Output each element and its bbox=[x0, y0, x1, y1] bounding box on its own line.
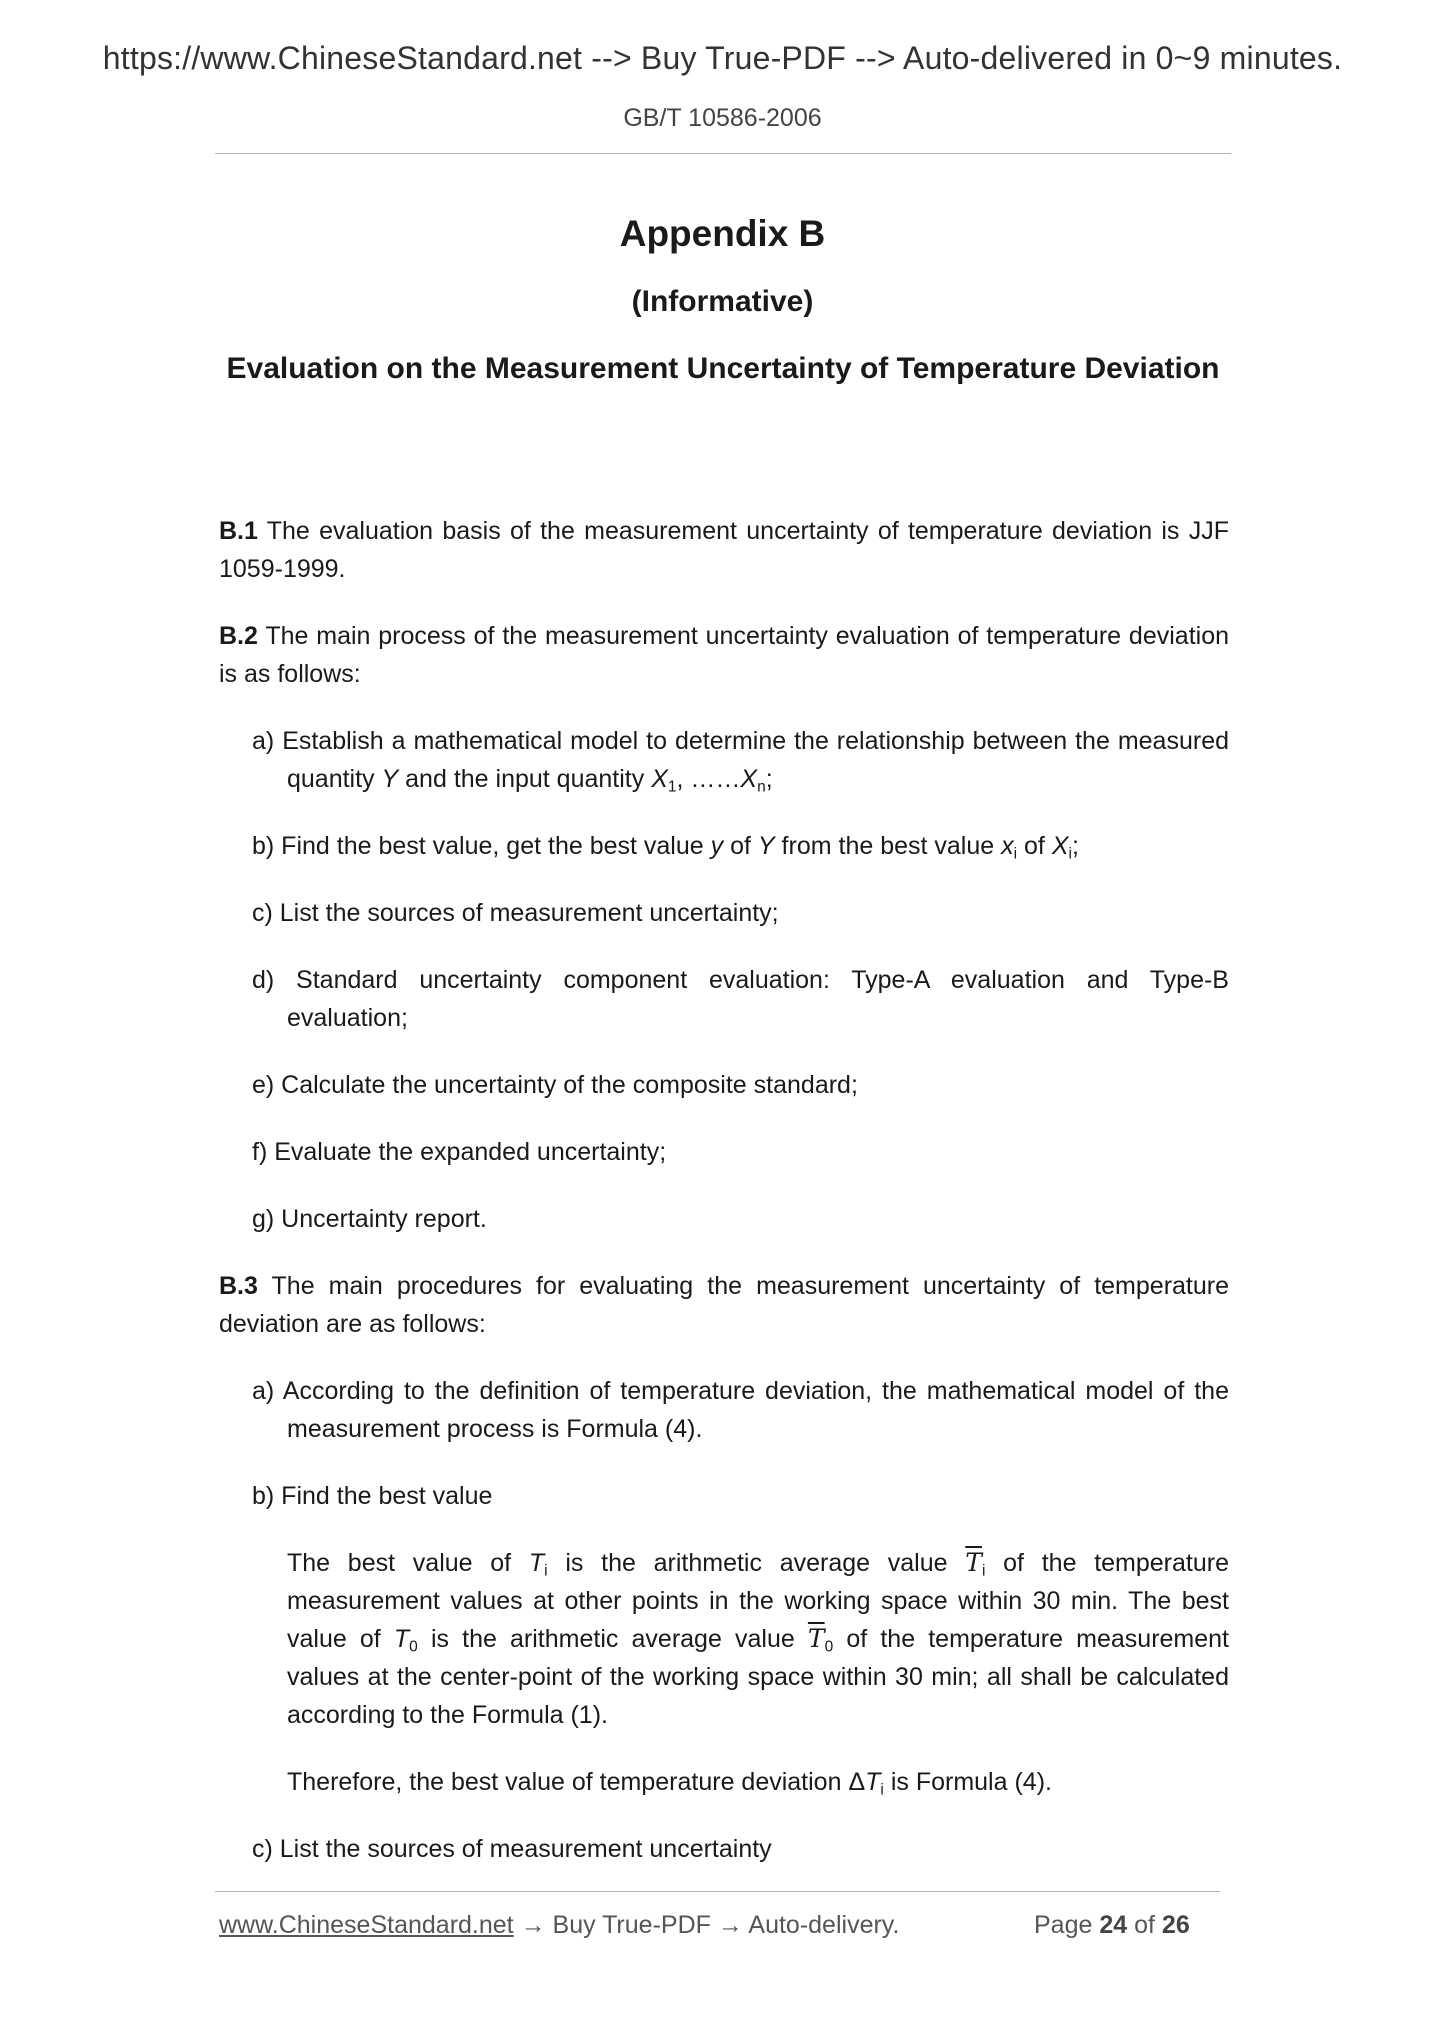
clause-b1 bbox=[219, 512, 1229, 588]
page-indicator: Page 24 of 26 bbox=[1034, 1911, 1190, 1939]
center-mean-temperature-symbol: $\overline{T}$ bbox=[807, 1624, 825, 1653]
header-divider bbox=[215, 153, 1231, 154]
page-current: 24 bbox=[1099, 1911, 1128, 1939]
footer-tail: → Buy True-PDF → Auto-delivery. bbox=[513, 1911, 900, 1939]
footer-site-link[interactable]: www.ChineseStandard.net bbox=[219, 1911, 514, 1939]
mean-temperature-symbol: $\overline{T}$ bbox=[965, 1548, 982, 1577]
clause-b2 bbox=[219, 617, 1229, 693]
list-item-b2-f: f) Evaluate the expanded uncertainty; bbox=[252, 1138, 667, 1166]
list-item-b2-c: c) List the sources of measurement uncertainty; bbox=[252, 899, 779, 927]
clause-b3 bbox=[219, 1267, 1229, 1343]
clause-text: The main process of the measurement uncertainty evaluation of temperature deviation is as follows: bbox=[219, 622, 1230, 688]
best-value-paragraph: The best value of $T_i$ is the arithmetic average value $\overline{T}_i$ of the temperature measurement values at other points in the working space within 30 min. The best value of $T_0$ is the arithmetic average value $\overline{T}_0$ of the temperature measurement values at the center-point of the working space within 30 min; all shall be calculated according to the Formula (1). bbox=[287, 1548, 1230, 1729]
clause-number: B.2 bbox=[219, 622, 258, 650]
appendix-title: Appendix B bbox=[619, 213, 826, 254]
list-item-b3-c: c) List the sources of measurement uncertainty bbox=[252, 1835, 772, 1863]
standard-code: GB/T 10586-2006 bbox=[623, 104, 822, 132]
list-item-b2-g: g) Uncertainty report. bbox=[252, 1205, 487, 1233]
appendix-subtitle: Evaluation on the Measurement Uncertainty of Temperature Deviation bbox=[226, 352, 1220, 385]
list-item-b3-b: b) Find the best value bbox=[252, 1482, 493, 1510]
page-total: 26 bbox=[1161, 1911, 1190, 1939]
top-banner[interactable]: https://www.ChineseStandard.net --> Buy True-PDF --> Auto-delivered in 0~9 minutes. bbox=[102, 40, 1343, 76]
list-item-b2-d: d) Standard uncertainty component evaluation: Type-A evaluation and Type-B evaluation; bbox=[252, 966, 1229, 1032]
clause-text: The evaluation basis of the measurement uncertainty of temperature deviation is JJF 1059-1999. bbox=[219, 517, 1229, 583]
deviation-paragraph: Therefore, the best value of temperature deviation $\Delta T_i$ is Formula (4). bbox=[287, 1768, 1052, 1799]
footer-promo bbox=[219, 1911, 899, 1940]
document-body bbox=[219, 512, 1229, 1897]
list-item-b2-a: a) Establish a mathematical model to determine the relationship between the measured quantity Y and the input quantity $X_1$, $\dots\dots X_n$; bbox=[252, 727, 1229, 796]
clause-text: The main procedures for evaluating the measurement uncertainty of temperature deviation are as follows: bbox=[219, 1272, 1230, 1338]
list-item-b2-b: b) Find the best value, get the best value y of Y from the best value $x_i$ of $X_i$; bbox=[252, 832, 1079, 863]
list-item-b2-e: e) Calculate the uncertainty of the composite standard; bbox=[252, 1071, 858, 1099]
clause-number: B.1 bbox=[219, 517, 258, 545]
appendix-informative: (Informative) bbox=[631, 285, 814, 318]
clause-number: B.3 bbox=[219, 1272, 258, 1300]
footer-divider bbox=[215, 1891, 1220, 1892]
list-item-b3-a: a) According to the definition of temperature deviation, the mathematical model of the measurement process is Formula (4). bbox=[252, 1377, 1229, 1443]
